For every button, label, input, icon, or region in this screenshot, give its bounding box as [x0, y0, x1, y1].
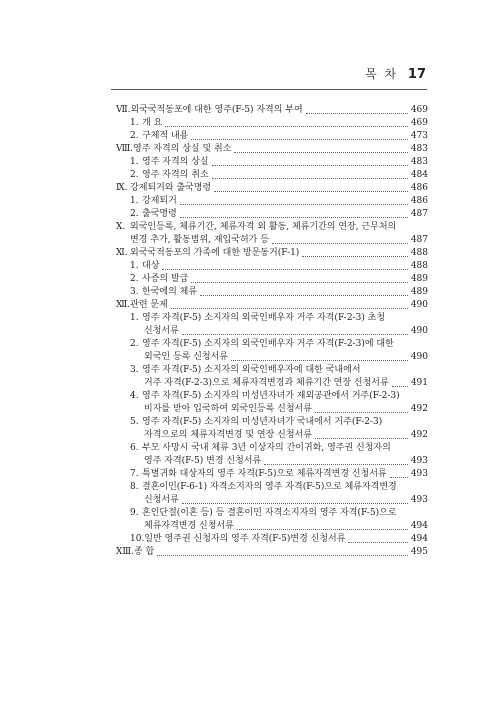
toc-entry	[116, 533, 428, 546]
toc-entry	[116, 546, 428, 559]
toc-entry-page: 494	[410, 534, 428, 544]
dot-leader	[302, 256, 408, 257]
toc-entry-page: 490	[410, 300, 428, 310]
toc-entry-number: 9.	[130, 508, 139, 518]
toc-entry-title: 출국명령	[142, 209, 177, 219]
toc-entry-page: 495	[410, 547, 428, 557]
toc-entry	[116, 507, 428, 520]
toc-entry	[116, 182, 428, 195]
toc-entry-title: 영주 자격(F-5) 소지자의 외국인배우자 거주 자격(F-2-3) 초청	[142, 313, 386, 323]
toc-entry-number: Ⅺ.	[116, 248, 128, 258]
toc-entry-title: 강제퇴거와 출국명령	[130, 183, 212, 193]
toc-entry-number: 3.	[130, 365, 139, 375]
toc-entry-page: 486	[410, 196, 428, 206]
toc-entry-page: 492	[410, 404, 428, 414]
toc-entry	[116, 221, 428, 234]
dot-leader	[214, 191, 408, 192]
toc-entry-page: 490	[410, 326, 428, 336]
toc-entry	[116, 169, 428, 182]
toc-entry-page: 488	[410, 248, 428, 258]
toc-entry-title: 영주 자격의 상실	[142, 157, 209, 167]
toc-entry	[116, 481, 428, 494]
toc-entry-page: 486	[410, 183, 428, 193]
toc-entry-number: 1.	[130, 118, 139, 128]
toc-entry	[116, 364, 428, 377]
header-title: 목 차	[365, 67, 399, 81]
dot-leader	[191, 282, 408, 283]
table-of-contents	[116, 104, 428, 559]
toc-entry	[116, 312, 428, 325]
toc-entry-title: 자격으로의 체류자격변경 및 연장 신청서류	[144, 430, 312, 440]
toc-entry-title: 결혼이민(F-6-1) 자격소지자의 영주 자격(F-5)으로 체류자격변경	[142, 482, 397, 492]
toc-entry-title: 강제퇴거	[142, 196, 177, 206]
dot-leader	[264, 464, 408, 465]
dot-leader	[315, 438, 408, 439]
toc-entry	[116, 468, 428, 481]
toc-entry-page: 483	[410, 144, 428, 154]
toc-entry-page: 484	[410, 170, 428, 180]
toc-entry-title: 사증의 발급	[142, 274, 189, 284]
toc-entry-page: 493	[410, 456, 428, 466]
toc-entry-number: Ⅶ.	[116, 105, 131, 115]
toc-entry-title: 신청서류	[144, 495, 179, 505]
toc-entry-page: 469	[410, 118, 428, 128]
toc-entry	[116, 143, 428, 156]
dot-leader	[182, 503, 408, 504]
toc-entry-number: Ⅻ.	[116, 300, 131, 310]
toc-entry-page: 493	[410, 495, 428, 505]
toc-entry-number: 8.	[130, 482, 139, 492]
toc-entry-title: 외국인등록, 체류기간, 체류자격 외 활동, 체류기간의 연장, 근무처의	[130, 222, 397, 232]
toc-entry-number: 1.	[130, 157, 139, 167]
toc-entry-page: 469	[410, 105, 428, 115]
toc-entry-title: 혼인단절(이혼 등) 등 결혼이민 자격소지자의 영주 자격(F-5)으로	[142, 508, 397, 518]
toc-entry-title: 개 요	[142, 118, 163, 128]
dot-leader	[272, 243, 408, 244]
toc-entry	[116, 104, 428, 117]
dot-leader	[315, 412, 408, 413]
dot-leader	[191, 139, 408, 140]
toc-entry-title: 일반 영주권 신청자의 영주 자격(F-5)변경 신청서류	[144, 534, 346, 544]
toc-entry-title: 영주 자격(F-5) 변경 신청서류	[144, 456, 262, 466]
toc-entry-number: 1.	[130, 261, 139, 271]
toc-entry-title: 종 합	[133, 547, 155, 557]
dot-leader	[180, 217, 408, 218]
toc-entry-title: 비자를 받아 입국하여 외국인등록 신청서류	[144, 404, 312, 414]
toc-entry	[116, 156, 428, 169]
toc-entry-title: 영주 자격(F-5) 소지자의 미성년자녀가 재외공관에서 거주(F-2-3)	[142, 391, 400, 401]
toc-entry-number: 2.	[130, 339, 139, 349]
toc-entry	[116, 117, 428, 130]
dot-leader	[165, 126, 408, 127]
toc-entry	[116, 351, 428, 364]
toc-entry	[116, 416, 428, 429]
header-page-number: 17	[407, 67, 426, 82]
dot-leader	[182, 334, 408, 335]
toc-entry-number: 1.	[130, 313, 139, 323]
toc-entry-title: 영주 자격의 취소	[142, 170, 209, 180]
toc-entry-number: 2.	[130, 274, 139, 284]
dot-leader	[390, 477, 408, 478]
toc-entry-number: 2.	[130, 131, 139, 141]
dot-leader	[171, 308, 408, 309]
toc-entry	[116, 338, 428, 351]
toc-entry	[116, 325, 428, 338]
toc-entry-number: Ⅸ.	[116, 183, 128, 193]
toc-entry	[116, 377, 428, 390]
toc-entry-number: 3.	[130, 287, 139, 297]
toc-entry-page: 491	[410, 378, 428, 388]
toc-entry-title: 부모 사망시 국내 체류 3년 이상자의 간이귀화, 영주권 신청자의	[142, 443, 391, 453]
toc-entry-title: 신청서류	[144, 326, 179, 336]
toc-entry	[116, 260, 428, 273]
toc-entry-page: 488	[410, 261, 428, 271]
dot-leader	[392, 386, 408, 387]
toc-entry-page: 489	[410, 274, 428, 284]
toc-entry-page: 490	[410, 352, 428, 362]
toc-entry-number: 6.	[130, 443, 139, 453]
toc-entry-title: 외국국적동포의 가족에 대한 방문동거(F-1)	[130, 248, 300, 258]
toc-entry	[116, 403, 428, 416]
toc-entry	[116, 299, 428, 312]
toc-entry-page: 492	[410, 430, 428, 440]
toc-entry-page: 487	[410, 235, 428, 245]
toc-entry	[116, 494, 428, 507]
toc-entry-page: 487	[410, 209, 428, 219]
toc-entry-title: 대상	[142, 261, 160, 271]
toc-entry	[116, 455, 428, 468]
toc-entry-title: 체류자격변경 신청서류	[144, 521, 234, 531]
toc-entry	[116, 429, 428, 442]
toc-entry-page: 493	[410, 469, 428, 479]
toc-entry-page: 489	[410, 287, 428, 297]
dot-leader	[212, 165, 408, 166]
toc-entry-title: 특별귀화 대상자의 영주 자격(F-5)으로 체류자격변경 신청서류	[142, 469, 387, 479]
toc-entry	[116, 520, 428, 533]
toc-entry-number: 2.	[130, 170, 139, 180]
toc-entry-title: 외국인 등록 신청서류	[144, 352, 228, 362]
dot-leader	[157, 555, 408, 556]
dot-leader	[348, 542, 408, 543]
dot-leader	[231, 360, 408, 361]
toc-entry	[116, 286, 428, 299]
dot-leader	[237, 529, 408, 530]
toc-entry-number: 5.	[130, 417, 139, 427]
toc-entry-page: 494	[410, 521, 428, 531]
toc-entry-number: Ⅹ.	[116, 222, 126, 232]
toc-entry	[116, 130, 428, 143]
toc-entry	[116, 390, 428, 403]
toc-entry-title: 구체적 내용	[142, 131, 189, 141]
toc-entry-title: 영주 자격(F-5) 소지자의 미성년자녀가 국내에서 거주(F-2-3)	[142, 417, 383, 427]
dot-leader	[162, 269, 408, 270]
toc-entry-title: 외국국적동포에 대한 영주(F-5) 자격의 부여	[130, 105, 303, 115]
toc-entry	[116, 442, 428, 455]
toc-entry-title: 한국에의 체류	[142, 287, 198, 297]
toc-entry-title: 영주 자격(F-5) 소지자의 외국인배우자에 대한 국내에서	[142, 365, 361, 375]
toc-entry-number: 4.	[130, 391, 139, 401]
toc-entry-title: 변경 추가, 활동범위, 재입국허가 등	[130, 235, 269, 245]
toc-entry	[116, 208, 428, 221]
toc-entry	[116, 234, 428, 247]
toc-entry-title: 영주 자격의 상실 및 취소	[133, 144, 232, 154]
toc-entry-number: 10.	[130, 534, 145, 544]
dot-leader	[200, 295, 408, 296]
toc-entry-number: 7.	[130, 469, 139, 479]
toc-entry-title: 거주 자격(F-2-3)으로 체류자격변경과 체류기간 연장 신청서류	[144, 378, 389, 388]
toc-entry-page: 473	[410, 131, 428, 141]
toc-entry-title: 관련 문제	[130, 300, 168, 310]
toc-entry-page: 483	[410, 157, 428, 167]
toc-entry-number: 2.	[130, 209, 139, 219]
toc-entry-number: Ⅷ.	[116, 144, 134, 154]
dot-leader	[234, 152, 408, 153]
toc-entry-number: ⅩⅢ.	[116, 547, 134, 557]
toc-entry	[116, 247, 428, 260]
toc-entry-title: 영주 자격(F-5) 소지자의 외국인배우자 거주 자격(F-2-3)에 대한	[142, 339, 394, 349]
dot-leader	[212, 178, 408, 179]
toc-entry	[116, 273, 428, 286]
running-header	[365, 65, 426, 82]
toc-entry	[116, 195, 428, 208]
dot-leader	[306, 113, 408, 114]
header-rule	[111, 89, 427, 90]
toc-entry-number: 1.	[130, 196, 139, 206]
dot-leader	[180, 204, 408, 205]
